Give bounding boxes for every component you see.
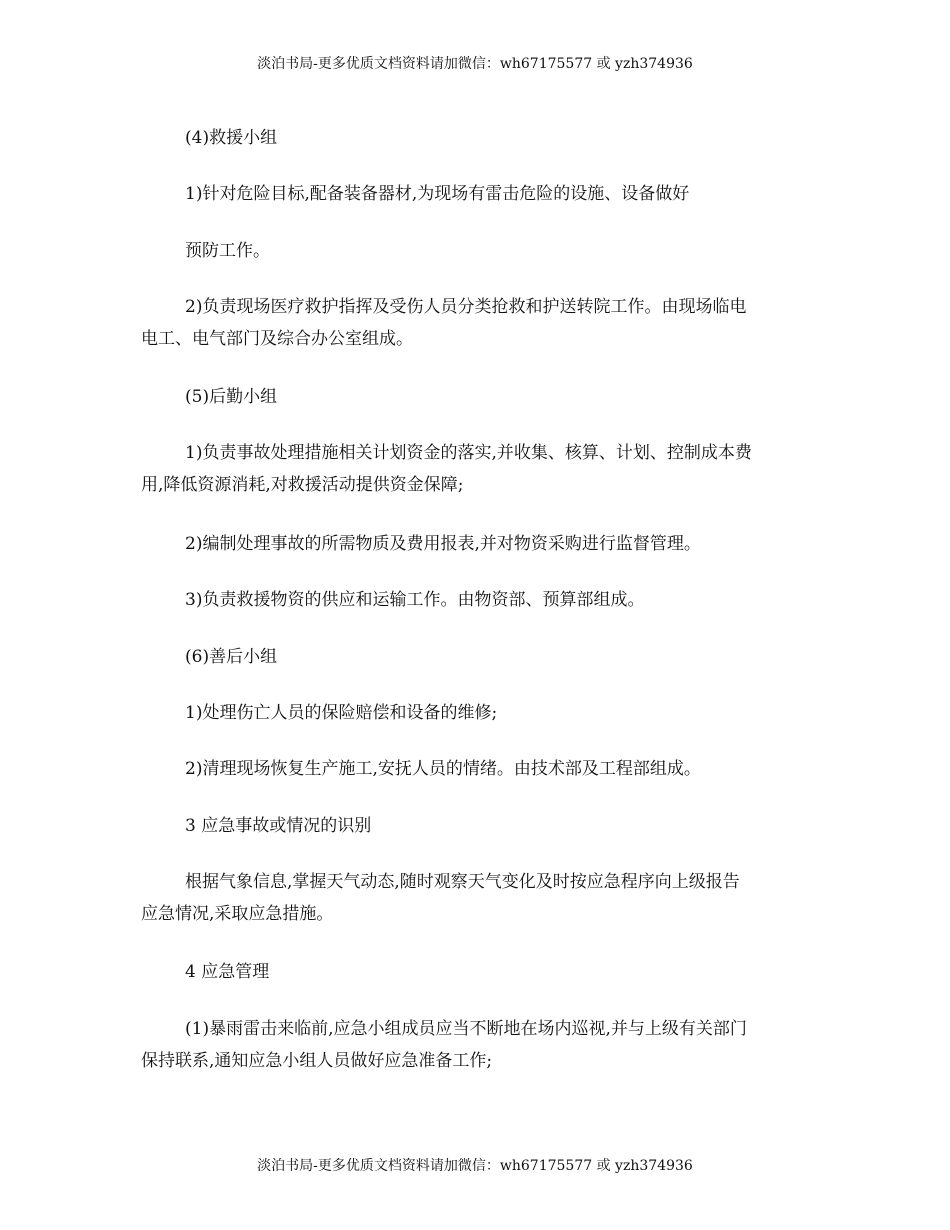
paragraph <box>141 753 811 785</box>
text-line <box>141 641 811 673</box>
paragraph <box>141 178 811 210</box>
paragraph <box>141 697 811 729</box>
paragraph <box>141 437 811 501</box>
paragraph-line: 2)编制处理事故的所需物质及费用报表,并对物资采购进行监督管理。 <box>185 534 701 554</box>
paragraph-line: (1)暴雨雷击来临前,应急小组成员应当不断地在场内巡视,并与上级有关部门 <box>185 1019 747 1039</box>
text-line <box>141 381 811 413</box>
text-line <box>141 122 811 154</box>
paragraph <box>141 291 811 355</box>
paragraph-line: 2)清理现场恢复生产施工,安抚人员的情绪。由技术部及工程部组成。 <box>185 759 701 779</box>
page-header: 淡泊书局-更多优质文档资料请加微信：wh67175577 或 yzh374936 <box>257 56 693 72</box>
section-heading: 3 应急事故或情况的识别 <box>185 816 372 836</box>
section-heading: (4)救援小组 <box>185 128 278 148</box>
paragraph-line: 1)针对危险目标,配备装备器材,为现场有雷击危险的设施、设备做好 <box>185 184 690 204</box>
paragraph-line: 预防工作。 <box>185 241 270 261</box>
text-line <box>141 810 811 842</box>
section-heading: 4 应急管理 <box>185 962 270 982</box>
paragraph <box>141 528 811 560</box>
page-footer: 淡泊书局-更多优质文档资料请加微信：wh67175577 或 yzh374936 <box>257 1158 693 1174</box>
section-heading: (6)善后小组 <box>185 647 278 667</box>
paragraph-line: 应急情况,采取应急措施。 <box>141 904 334 924</box>
paragraph-line: 3)负责救援物资的供应和运输工作。由物资部、预算部组成。 <box>185 590 645 610</box>
paragraph <box>141 584 811 616</box>
paragraph-line: 2)负责现场医疗救护指挥及受伤人员分类抢救和护送转院工作。由现场临电 <box>185 297 747 317</box>
paragraph-line: 保持联系,通知应急小组人员做好应急准备工作; <box>141 1051 493 1071</box>
paragraph <box>141 1013 811 1077</box>
paragraph-line: 1)处理伤亡人员的保险赔偿和设备的维修; <box>185 703 498 723</box>
paragraph-line: 根据气象信息,掌握天气动态,随时观察天气变化及时按应急程序向上级报告 <box>185 872 740 892</box>
paragraph <box>141 866 811 930</box>
section-heading: (5)后勤小组 <box>185 387 278 407</box>
paragraph-line: 1)负责事故处理措施相关计划资金的落实,并收集、核算、计划、控制成本费 <box>185 443 752 463</box>
paragraph-line: 电工、电气部门及综合办公室组成。 <box>141 329 413 349</box>
paragraph <box>141 235 811 267</box>
paragraph-line: 用,降低资源消耗,对救援活动提供资金保障; <box>141 475 464 495</box>
text-line <box>141 956 811 988</box>
